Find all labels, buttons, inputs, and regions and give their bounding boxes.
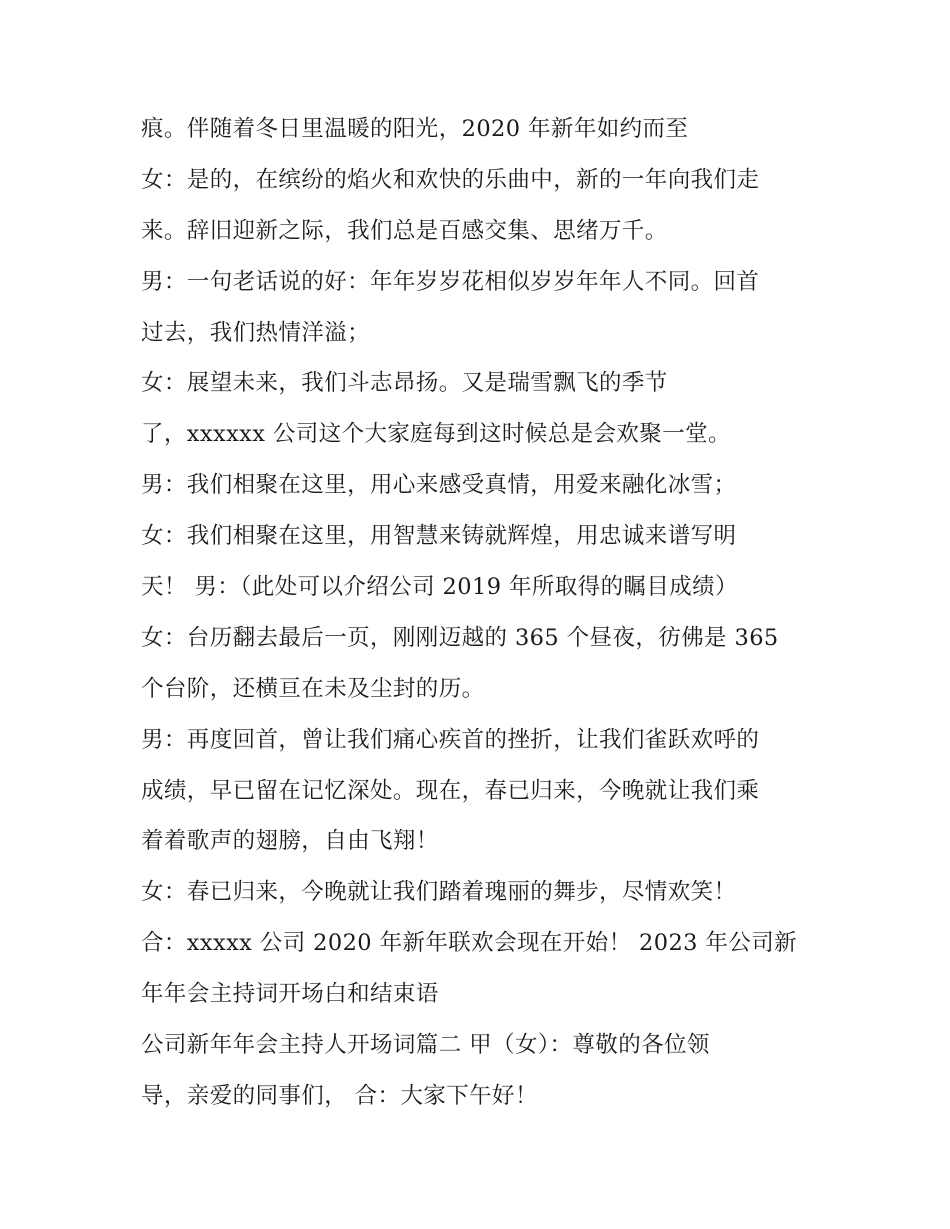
- text-line: 了，xxxxxx 公司这个大家庭每到这时候总是会欢聚一堂。: [141, 421, 731, 448]
- text-line: 成绩，早已留在记忆深处。现在，春已归来，今晚就让我们乘: [141, 777, 760, 804]
- text-line: 来。辞旧迎新之际，我们总是百感交集、思绪万千。: [141, 217, 668, 244]
- text-line: 年年会主持词开场白和结束语: [141, 981, 439, 1008]
- text-line: 女：是的，在缤纷的焰火和欢快的乐曲中，新的一年向我们走: [141, 166, 760, 193]
- text-line: 痕。伴随着冬日里温暖的阳光，2020 年新年如约而至: [141, 116, 689, 142]
- text-line: 女：台历翻去最后一页，刚刚迈越的 365 个昼夜，彷佛是 365: [141, 624, 779, 651]
- text-line: 男：再度回首，曾让我们痛心疾首的挫折，让我们雀跃欢呼的: [141, 726, 760, 753]
- text-line: 过去，我们热情洋溢；: [141, 319, 371, 346]
- text-line: 男：一句老话说的好：年年岁岁花相似岁岁年年人不同。回首: [141, 268, 760, 295]
- text-line: 女：展望未来，我们斗志昂扬。又是瑞雪飘飞的季节: [141, 370, 668, 397]
- text-line: 天！ 男：（此处可以介绍公司 2019 年所取得的瞩目成绩）: [141, 574, 738, 601]
- text-line: 男：我们相聚在这里，用心来感受真情，用爱来融化冰雪；: [141, 472, 737, 499]
- text-line: 女：春已归来，今晚就让我们踏着瑰丽的舞步，尽情欢笑！: [141, 879, 737, 906]
- text-line: 导，亲爱的同事们， 合：大家下午好！: [141, 1082, 538, 1109]
- text-line: 公司新年年会主持人开场词篇二 甲（女）：尊敬的各位领: [141, 1032, 710, 1059]
- text-line: 个台阶，还横亘在未及尘封的历。: [141, 675, 485, 702]
- text-line: 着着歌声的翅膀，自由飞翔！: [141, 828, 439, 855]
- text-line: 合：xxxxx 公司 2020 年新年联欢会现在开始！ 2023 年公司新: [141, 930, 798, 957]
- document-body: [141, 104, 841, 1122]
- text-line: 女：我们相聚在这里，用智慧来铸就辉煌，用忠诚来谱写明: [141, 523, 737, 550]
